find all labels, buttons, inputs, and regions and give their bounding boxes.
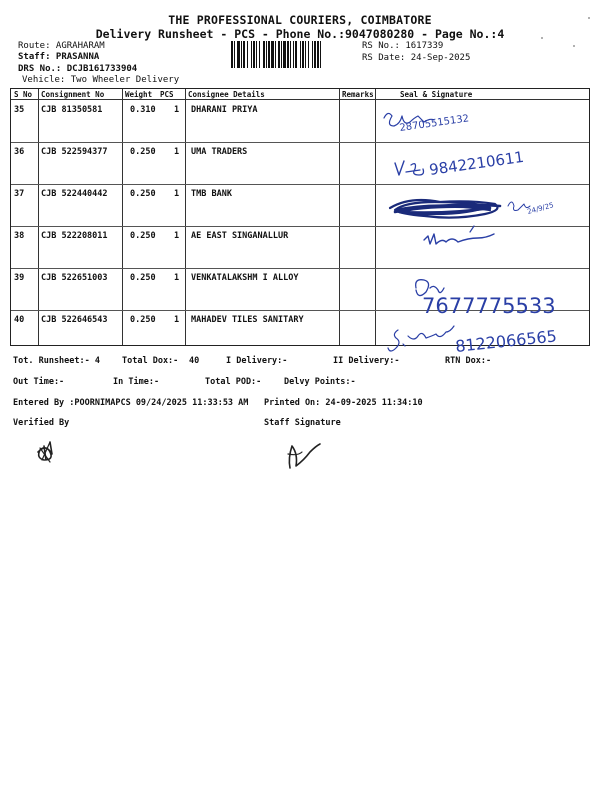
row-weight: 0.250	[130, 147, 156, 157]
row-pcs: 1	[174, 189, 180, 199]
runsheet-subtitle: Delivery Runsheet - PCS - Phone No.:9047080280 - Page No.:4	[95, 27, 505, 41]
drs-number: DRS No.: DCJB161733904	[18, 64, 138, 74]
col-header-weight: Weight	[125, 90, 153, 99]
row-sno: 39	[14, 273, 25, 283]
row-consignee: UMA TRADERS	[191, 147, 248, 157]
route-label: Route: AGRAHARAM	[18, 41, 105, 51]
in-time: In Time:-	[113, 377, 160, 387]
rs-number: RS No.: 1617339	[362, 41, 444, 51]
out-time: Out Time:-	[13, 377, 65, 387]
signature-scribble	[395, 161, 404, 175]
verifier-signature	[38, 442, 52, 460]
total-runsheet: Tot. Runsheet:- 4	[13, 356, 100, 366]
row-consignee: MAHADEV TILES SANITARY	[191, 315, 304, 325]
col-header-pcs: PCS	[160, 90, 174, 99]
verified-by-label: Verified By	[13, 418, 70, 428]
total-dox-value: 40	[189, 356, 200, 366]
signature-scribble	[395, 205, 500, 213]
vehicle-label: Vehicle: Two Wheeler Delivery	[22, 75, 180, 85]
rtn-dox: RTN Dox:-	[445, 356, 492, 366]
signature-scribble	[406, 164, 424, 175]
signature-scribble	[470, 226, 474, 232]
signature-scribble	[424, 234, 494, 244]
signature-phone-39: 7677775533	[422, 294, 556, 318]
row-weight: 0.310	[130, 105, 156, 115]
company-title: THE PROFESSIONAL COURIERS, COIMBATORE	[168, 13, 432, 27]
row-sno: 35	[14, 105, 25, 115]
row-sno: 40	[14, 315, 25, 325]
row-pcs: 1	[174, 147, 180, 157]
col-header-remarks: Remarks	[342, 90, 374, 99]
col-header-consignee: Consignee Details	[188, 90, 265, 99]
row-pcs: 1	[174, 273, 180, 283]
row-sno: 37	[14, 189, 25, 199]
row-weight: 0.250	[130, 273, 156, 283]
row-weight: 0.250	[130, 315, 156, 325]
row-pcs: 1	[174, 231, 180, 241]
signature-scribble	[388, 326, 454, 351]
row-consignment: CJB 522646543	[41, 315, 108, 325]
row-weight: 0.250	[130, 231, 156, 241]
row-consignee: AE EAST SINGANALLUR	[191, 231, 289, 241]
signature-phone-36: 9842210611	[428, 147, 526, 179]
signature-phone-35: 28705515132	[398, 113, 470, 134]
total-pod: Total POD:-	[205, 377, 262, 387]
row-sno: 36	[14, 147, 25, 157]
row-consignment: CJB 522440442	[41, 189, 108, 199]
total-dox-label: Total Dox:-	[122, 356, 179, 366]
signature-phone-40: 8122066565	[454, 326, 558, 356]
delvy-points: Delvy Points:-	[284, 377, 356, 387]
i-delivery: I Delivery:-	[226, 356, 288, 366]
row-consignment: CJB 522594377	[41, 147, 108, 157]
row-consignee: DHARANI PRIYA	[191, 105, 258, 115]
row-weight: 0.250	[130, 189, 156, 199]
row-consignee: TMB BANK	[191, 189, 232, 199]
staff-signature-label: Staff Signature	[264, 418, 341, 428]
row-consignment: CJB 522651003	[41, 273, 108, 283]
row-consignment: CJB 81350581	[41, 105, 103, 115]
row-pcs: 1	[174, 315, 180, 325]
row-consignment: CJB 522208011	[41, 231, 108, 241]
ii-delivery: II Delivery:-	[333, 356, 400, 366]
row-consignee: VENKATALAKSHM I ALLOY	[191, 273, 299, 283]
row-pcs: 1	[174, 105, 180, 115]
row-sno: 38	[14, 231, 25, 241]
rs-date: RS Date: 24-Sep-2025	[362, 53, 471, 63]
staff-signature-mark	[289, 444, 320, 468]
col-header-sno: S No	[14, 90, 33, 99]
col-header-seal: Seal & Signature	[400, 90, 473, 99]
signature-date-37: 24/9/25	[526, 201, 555, 216]
col-header-consignment: Consignment No	[41, 90, 105, 99]
printed-on: Printed On: 24-09-2025 11:34:10	[264, 398, 423, 408]
staff-label: Staff: PRASANNA	[18, 52, 100, 62]
entered-by: Entered By :POORNIMAPCS 09/24/2025 11:33:53 AM	[13, 398, 249, 408]
